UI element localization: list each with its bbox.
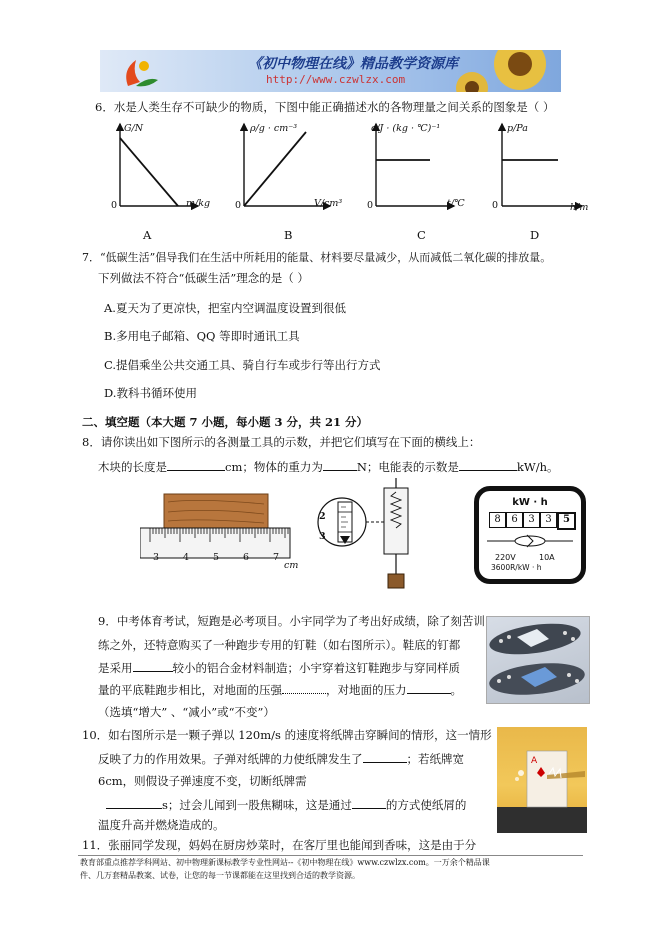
q8-unit3: kW/h。 xyxy=(516,460,559,474)
q7-option-b: B.多用电子邮箱、QQ 等即时通讯工具 xyxy=(104,329,300,343)
question-9-line4 xyxy=(98,681,462,698)
question-10-line5: 温度升高并燃烧造成的。 xyxy=(98,818,225,832)
graph-b-letter: B xyxy=(284,228,293,242)
svg-text:A: A xyxy=(531,756,538,766)
spring-scale-figure xyxy=(310,478,435,596)
q10-part2b: ；若纸牌宽 xyxy=(406,752,464,766)
q8-unit2: N；电能表的示数是 xyxy=(356,460,459,474)
meter-digits xyxy=(489,512,576,530)
ruler-tick-6: 6 xyxy=(243,552,250,563)
footer-line2: 件、几万套精品教案、试卷，让您的每一节课都能在这里找到合适的教学资源。 xyxy=(80,871,360,880)
question-10-line4 xyxy=(106,796,466,813)
graph-c xyxy=(376,124,454,206)
graph-d-xlabel: h/m xyxy=(570,202,589,213)
site-logo xyxy=(118,54,162,90)
question-11-text: 11．张丽同学发现，妈妈在厨房炒菜时，在客厅里也能闻到香味，这是由于分 xyxy=(82,838,477,852)
shoes-illustration xyxy=(487,617,589,703)
q8-blank-meter[interactable] xyxy=(459,458,517,471)
q7-option-a: A.夏天为了更凉快，把室内空调温度设置到很低 xyxy=(104,301,346,315)
meter-voltage: 220V xyxy=(495,553,516,562)
graph-c-letter: C xyxy=(417,228,426,242)
question-10-line2 xyxy=(98,750,464,767)
graph-a-ylabel: G/N xyxy=(124,123,144,134)
q8-blank-length[interactable] xyxy=(167,458,225,471)
meter-digit: 8 xyxy=(489,512,506,528)
question-7-line1: 7．“低碳生活”倡导我们在生活中所耗用的能量、材料要尽量减少，从而减低二氧化碳的排放量。 xyxy=(82,251,552,264)
question-7-line2: 下列做法不符合“低碳生活”理念的是（ ） xyxy=(98,271,309,285)
question-6-text: 6．水是人类生存不可缺少的物质，下图中能正确描述水的各物理量之间关系的图象是（ ） xyxy=(95,100,555,114)
q9-part4c: 。 xyxy=(450,683,462,697)
q7-option-d: D.教科书循环使用 xyxy=(104,386,197,400)
graph-b-line xyxy=(244,132,306,206)
spring-tick-3: 3 xyxy=(319,531,326,542)
footer-line1: 教育部重点推荐学科网站、初中物理新课标教学专业性网站--《初中物理在线》www.czwlzx.com。一万余个精品课 xyxy=(80,858,490,867)
q9-part3a: 是采用 xyxy=(98,661,133,675)
q9-blank-3[interactable] xyxy=(407,681,451,694)
q9-part4b: ，对地面的压力 xyxy=(326,683,407,697)
ruler-tick-3: 3 xyxy=(153,552,160,563)
meter-digit-decimal: 5 xyxy=(557,512,576,530)
graph-d-ylabel: p/Pa xyxy=(507,123,528,134)
question-9-line2: 练之外，还特意购买了一种跑步专用的钉鞋（如右图所示）。鞋底的钉都 xyxy=(98,638,461,652)
graph-c-origin: 0 xyxy=(367,200,374,211)
q9-part4a: 量的平底鞋跑步相比，对地面的压强 xyxy=(98,683,282,697)
bullet-card-illustration xyxy=(497,727,587,833)
q10-blank-2[interactable] xyxy=(106,796,162,809)
section-2-heading: 二、填空题（本大题 7 小题，每小题 3 分，共 21 分） xyxy=(82,415,369,429)
ruler-tick-5: 5 xyxy=(213,552,220,563)
q7-option-c: C.提倡乘坐公共交通工具、骑自行车或步行等出行方式 xyxy=(104,358,381,372)
q8-part1: 木块的长度是 xyxy=(98,460,167,474)
banner-url[interactable]: http://www.czwlzx.com xyxy=(266,73,406,86)
meter-unit: kW · h xyxy=(512,497,548,508)
meter-digit: 3 xyxy=(523,512,540,528)
question-9-line5: （选填“增大” 、“减小”或“不变”） xyxy=(98,705,275,719)
question-10-line1: 10．如右图所示是一颗子弹以 120m/s 的速度将纸牌击穿瞬间的情形，这一情形 xyxy=(82,728,492,742)
meter-digit: 3 xyxy=(540,512,557,528)
question-9-line3 xyxy=(98,659,460,676)
graph-a-letter: A xyxy=(143,228,152,242)
q10-part2a: 反映了力的作用效果。子弹对纸牌的力使纸牌发生了 xyxy=(98,752,363,766)
graph-d-origin: 0 xyxy=(492,200,499,211)
graph-b-ylabel: ρ/g · cm⁻³ xyxy=(250,123,298,134)
q9-blank-2[interactable] xyxy=(282,681,326,694)
header-banner xyxy=(100,50,561,92)
ruler-unit: cm xyxy=(284,560,299,571)
q10-blank-1[interactable] xyxy=(363,750,407,763)
meter-digit: 6 xyxy=(506,512,523,528)
graph-d xyxy=(502,124,582,206)
q9-part3b: 较小的铝合金材料制造；小宇穿着这钉鞋跑步与穿同样质 xyxy=(172,661,460,675)
ruler-tick-4: 4 xyxy=(183,552,190,563)
question-8-line2 xyxy=(98,458,559,475)
question-9-line1: 9．中考体育考试，短跑是必考项目。小宇同学为了考出好成绩，除了刻苦训 xyxy=(98,614,485,628)
energy-meter xyxy=(474,486,586,584)
q10-blank-3[interactable] xyxy=(352,796,386,809)
q9-blank-1[interactable] xyxy=(133,659,173,672)
bullet-card-image xyxy=(497,727,587,833)
graph-b xyxy=(244,124,330,206)
footer-divider xyxy=(78,855,583,856)
question-10-line3: 6cm，则假设子弹速度不变，切断纸牌需 xyxy=(98,774,307,788)
spike-shoes-image xyxy=(486,616,590,704)
meter-current: 10A xyxy=(539,553,555,562)
graph-a-origin: 0 xyxy=(111,200,118,211)
meter-rating: 3600R/kW · h xyxy=(491,563,542,572)
question-8-line1: 8．请你读出如下图所示的各测量工具的示数，并把它们填写在下面的横线上： xyxy=(82,435,481,449)
graph-d-letter: D xyxy=(530,228,540,242)
meter-dial-icon xyxy=(487,531,575,553)
ruler-tick-7: 7 xyxy=(273,552,280,563)
q8-blank-weight[interactable] xyxy=(323,458,357,471)
graph-a-line xyxy=(120,138,178,206)
graph-a-xlabel: m/kg xyxy=(186,198,211,209)
q8-unit1: cm；物体的重力为 xyxy=(225,460,323,474)
q10-part4b: 的方式使纸屑的 xyxy=(385,798,467,812)
q10-part4a: s；过会儿闻到一股焦糊味，这是通过 xyxy=(162,798,352,812)
graph-a xyxy=(120,124,198,206)
spring-tick-2: 2 xyxy=(319,511,326,522)
graph-b-origin: 0 xyxy=(235,200,242,211)
banner-title: 《初中物理在线》精品教学资源库 xyxy=(248,56,458,72)
graph-c-xlabel: t/℃ xyxy=(447,198,465,209)
graph-b-xlabel: V/cm³ xyxy=(314,198,343,209)
hanging-weight xyxy=(388,574,404,588)
graph-c-ylabel: c/J · (kg · ℃)⁻¹ xyxy=(371,123,441,134)
